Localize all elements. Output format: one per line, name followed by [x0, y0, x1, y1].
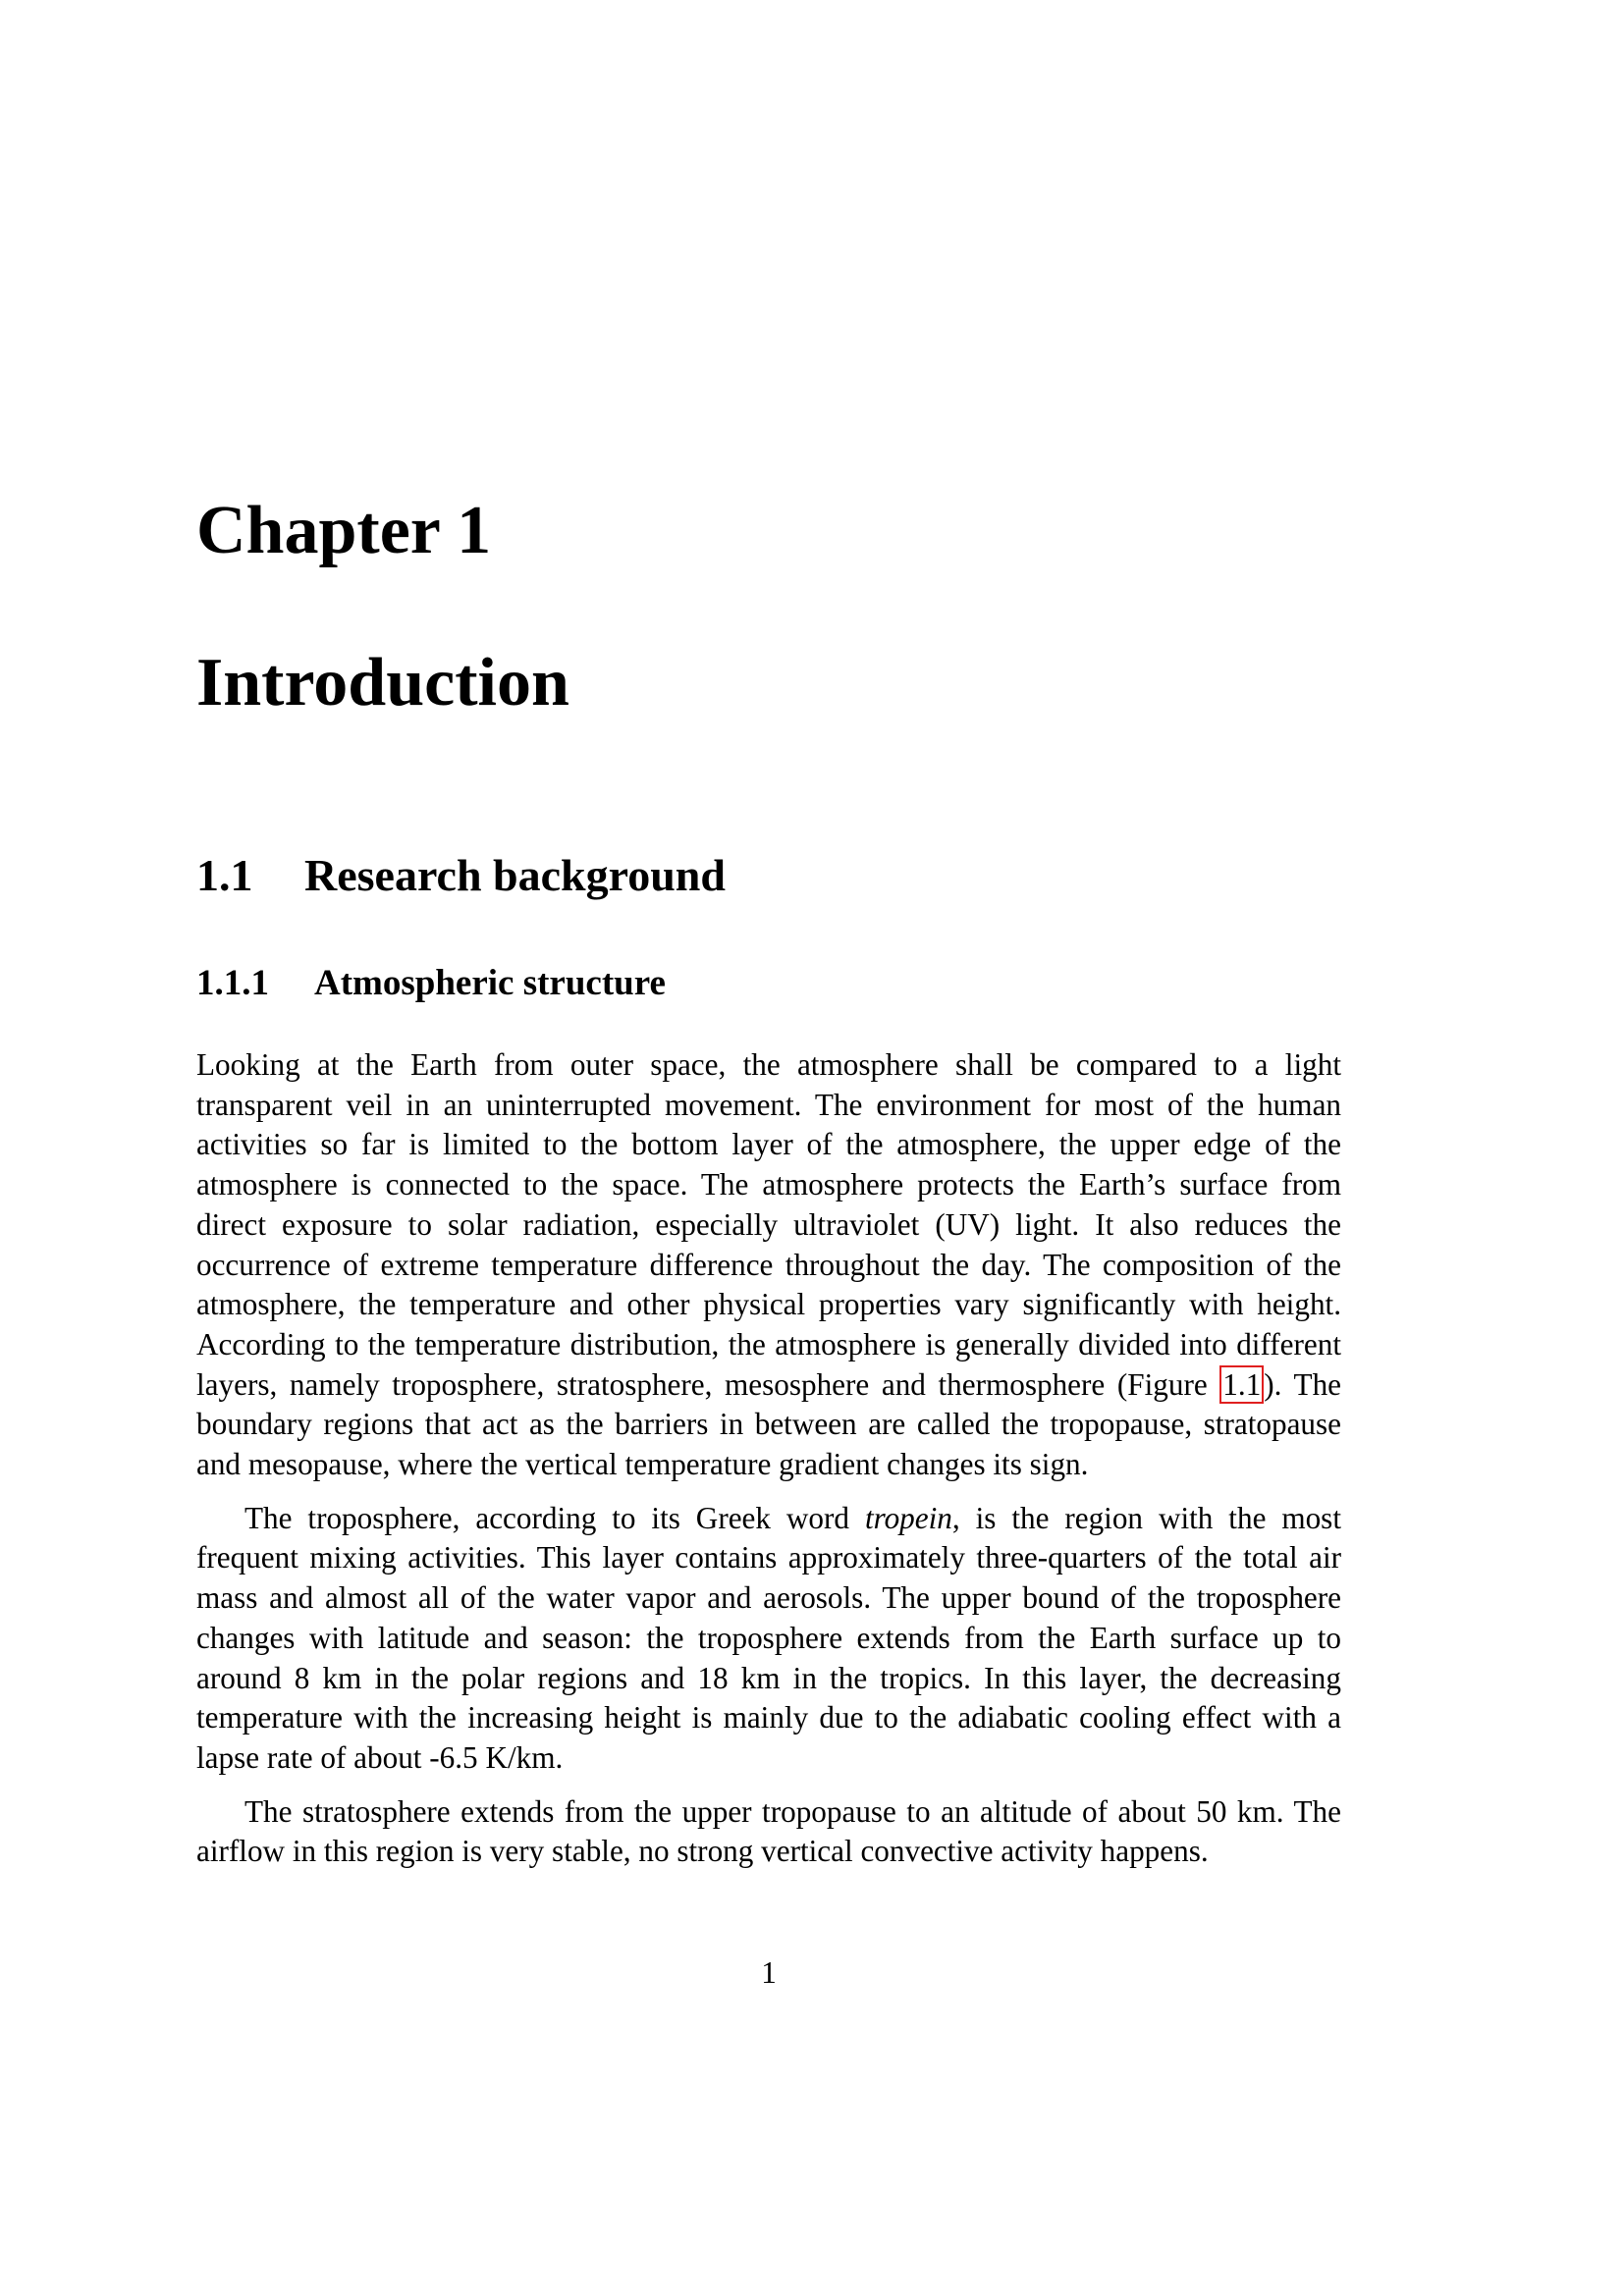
paragraph-text: , is the region with the most frequent mixing activities. This layer contains approximately three-quarters of the total air mass and almost all of the water vapor and aerosols. The upper bound of the troposphere changes with latitude and season: the troposphere extends from the Earth surface up to around 8 km in the polar regions and 18 km in the tropics. In this layer, the decreasing temperature with the increasing height is mainly due to the adiabatic cooling effect with a lapse rate of about -6.5 K/km.: [196, 1500, 1341, 1775]
section-number: 1.1: [196, 850, 253, 900]
paragraph-text: The stratosphere extends from the upper tropopause to an altitude of about 50 km. The airflow in this region is very stable, no strong vertical convective activity happens.: [196, 1793, 1341, 1869]
subsection-heading: [196, 959, 666, 1008]
body-text: [196, 1045, 1341, 1872]
page-number: 1: [761, 1955, 777, 1990]
subsection-title: Atmospheric structure: [314, 963, 666, 1003]
paragraph-text: Looking at the Earth from outer space, the atmosphere shall be compared to a light transparent veil in an uninterrupted movement. The environment for most of the human activities so far is limited to the bottom layer of the atmosphere, the upper edge of the atmosphere is connected to the space. The atmosphere protects the Earth’s surface from direct exposure to solar radiation, especially ultraviolet (UV) light. It also reduces the occurrence of extreme temperature difference throughout the day. The composition of the atmosphere, the temperature and other physical properties vary significantly with height. According to the temperature distribution, the atmosphere is generally divided into different layers, namely troposphere, stratosphere, mesosphere and thermosphere (Figure: [196, 1047, 1341, 1402]
figure-reference-link[interactable]: 1.1: [1219, 1365, 1264, 1404]
paragraph-text: ). The boundary regions that act as the barriers in between are called the tropopause, stratopause and mesopause, where the vertical temperature gradient changes its sign.: [196, 1366, 1342, 1482]
chapter-title: Introduction: [196, 645, 569, 721]
section-heading: [196, 846, 726, 905]
chapter-label: Chapter 1: [196, 493, 492, 568]
paragraph-troposphere: [196, 1499, 1341, 1779]
paragraph-atmosphere-overview: [196, 1045, 1341, 1485]
section-title: Research background: [304, 850, 726, 900]
subsection-number: 1.1.1: [196, 963, 269, 1003]
paragraph-text: The troposphere, according to its Greek word: [244, 1500, 865, 1535]
paragraph-stratosphere: [196, 1792, 1341, 1872]
italic-term: tropein: [864, 1500, 952, 1535]
